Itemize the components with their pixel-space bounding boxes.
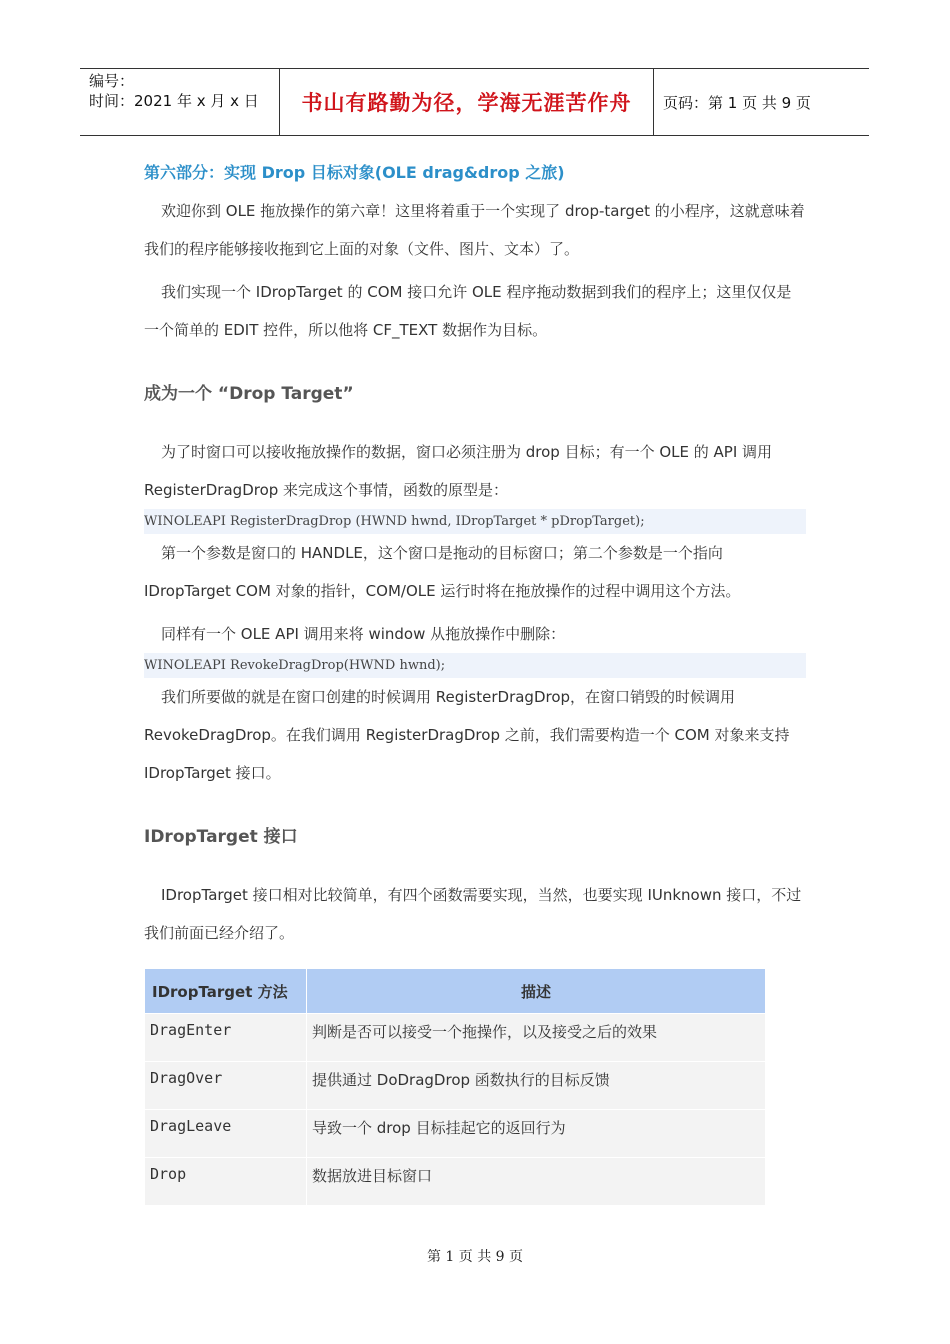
method-desc: 提供通过 DoDragDrop 函数执行的目标反馈 [307, 1062, 766, 1110]
interface-heading: IDropTarget 接口 [144, 827, 298, 847]
page-header [80, 68, 869, 136]
page-number-label: 页码：第 1 页 共 9 页 [663, 93, 811, 112]
document-body [144, 150, 806, 1206]
lifecycle-paragraph: 我们所要做的就是在窗口创建的时候调用 RegisterDragDrop，在窗口销毁的时候调用 RevokeDragDrop。在我们调用 RegisterDragDrop 之前，我们需要构造一个 COM 对象来支持 IDropTarget 接口。 [144, 688, 790, 782]
method-desc: 判断是否可以接受一个拖操作，以及接受之后的效果 [307, 1014, 766, 1062]
table-header-desc: 描述 [307, 969, 766, 1014]
table-header-method: IDropTarget 方法 [145, 969, 307, 1014]
header-motto: 书山有路勤为径，学海无涯苦作舟 [301, 90, 632, 115]
table-header-row [145, 969, 766, 1014]
method-name: DragEnter [145, 1014, 307, 1062]
header-page-cell [654, 69, 869, 135]
register-paragraph: 为了时窗口可以接收拖放操作的数据，窗口必须注册为 drop 目标；有一个 OLE 的 API 调用 RegisterDragDrop 来完成这个事情，函数的原型是： [144, 443, 773, 499]
section-title: 第六部分：实现 Drop 目标对象(OLE drag&drop 之旅) [144, 163, 565, 182]
header-motto-cell [279, 69, 654, 135]
intro-paragraph-2: 我们实现一个 IDropTarget 的 COM 接口允许 OLE 程序拖动数据到我们的程序上；这里仅仅是一个简单的 EDIT 控件，所以他将 CF_TEXT 数据作为目标。 [144, 283, 792, 339]
code-register-dragdrop: WINOLEAPI RegisterDragDrop (HWND hwnd, IDropTarget * pDropTarget); [144, 509, 806, 534]
interface-paragraph: IDropTarget 接口相对比较简单，有四个函数需要实现，当然，也要实现 IUnknown 接口，不过我们前面已经介绍了。 [144, 886, 802, 942]
method-name: Drop [145, 1158, 307, 1206]
method-desc: 导致一个 drop 目标挂起它的返回行为 [307, 1110, 766, 1158]
drop-target-heading: 成为一个 “Drop Target” [144, 384, 354, 404]
table-row [145, 1110, 766, 1158]
header-meta [80, 69, 279, 135]
code-revoke-dragdrop: WINOLEAPI RevokeDragDrop(HWND hwnd); [144, 653, 806, 678]
method-name: DragLeave [145, 1110, 307, 1158]
params-paragraph: 第一个参数是窗口的 HANDLE，这个窗口是拖动的目标窗口；第二个参数是一个指向 IDropTarget COM 对象的指针，COM/OLE 运行时将在拖放操作的过程中调用这个方法。 [144, 544, 741, 600]
method-name: DragOver [145, 1062, 307, 1110]
methods-table [144, 968, 766, 1206]
table-row [145, 1014, 766, 1062]
page-footer: 第 1 页 共 9 页 [426, 1249, 524, 1265]
revoke-intro-paragraph: 同样有一个 OLE API 调用来将 window 从拖放操作中删除： [161, 625, 566, 643]
intro-paragraph-1: 欢迎你到 OLE 拖放操作的第六章！这里将着重于一个实现了 drop-target 的小程序，这就意味着我们的程序能够接收拖到它上面的对象（文件、图片、文本）了。 [144, 202, 805, 258]
method-desc: 数据放进目标窗口 [307, 1158, 766, 1206]
number-label: 编号： [89, 72, 135, 90]
table-row [145, 1158, 766, 1206]
date-label: 时间：2021 年 x 月 x 日 [89, 92, 259, 110]
table-row [145, 1062, 766, 1110]
